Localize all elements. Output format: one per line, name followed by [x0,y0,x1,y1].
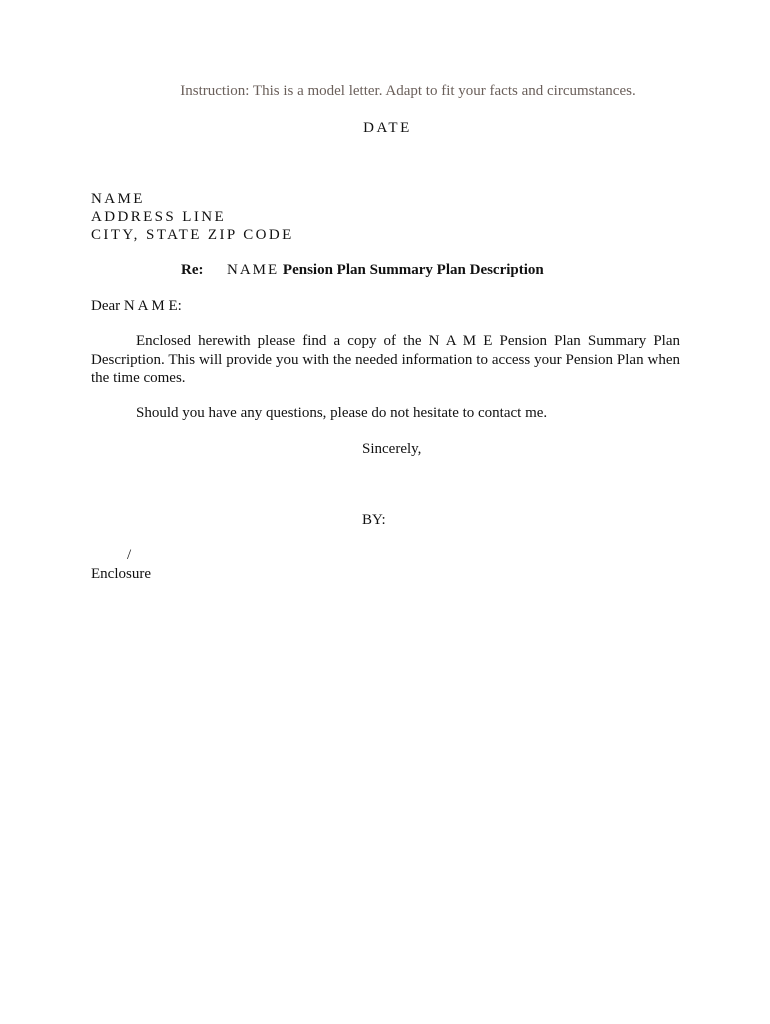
initials-separator: / [127,547,132,563]
re-line [227,261,544,279]
signature-by-label: BY: [362,512,386,528]
re-subject: Pension Plan Summary Plan Description [279,262,544,278]
re-label: Re: [181,262,204,278]
recipient-name: NAME [91,191,145,207]
recipient-city-state-zip: CITY, STATE ZIP CODE [91,227,294,243]
body-paragraph: Enclosed herewith please find a copy of the N A M E Pension Plan Summary Plan Description. This will provide you with the needed information to access your Pension Plan when the time comes. [91,333,680,386]
sign-off: Sincerely, [362,441,422,457]
salutation: Dear N A M E: [91,298,182,314]
recipient-address-line: ADDRESS LINE [91,209,227,225]
instruction-note: Instruction: This is a model letter. Adapt to fit your facts and circumstances. [180,83,636,99]
re-plan-name: NAME [227,262,280,278]
closing-paragraph: Should you have any questions, please do not hesitate to contact me. [136,405,548,421]
letter-date: DATE [363,120,412,136]
enclosure-label: Enclosure [91,566,151,582]
